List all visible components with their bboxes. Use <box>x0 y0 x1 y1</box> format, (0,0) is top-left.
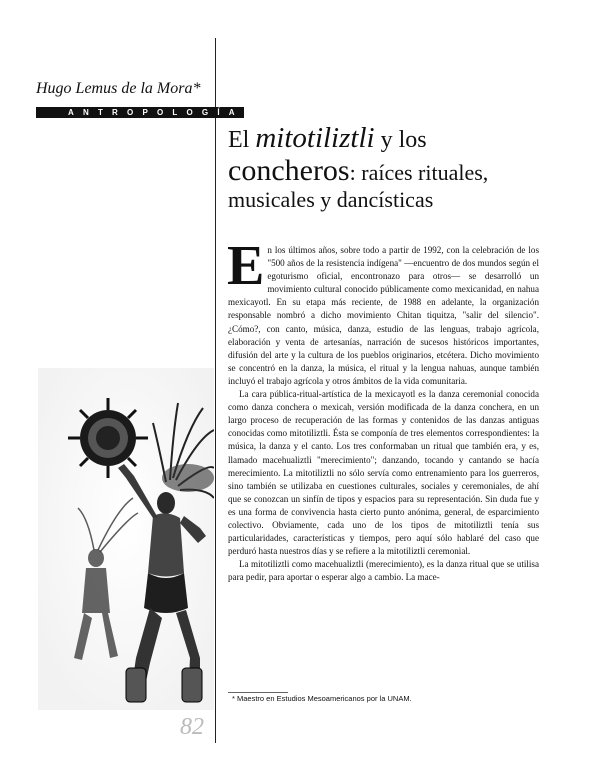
body-paragraph: La mitotiliztli como macehualiztli (merecimiento), es la danza ritual que se utilisa para pedir, para aportar o esperar algo a cambio. La mace- <box>228 559 539 583</box>
title-text: : raíces rituales, <box>349 160 489 186</box>
body-paragraph: La cara pública-ritual-artística de la mexicayotl es la danza ceremonial conocida como danza conchera o mexicah, versión modificada de la danza conchera, en un largo proceso de recuperación de las formas y contenidos de las danzas antiguas conocidas como mitotiliztli. Ésta se componía de tres elementos correspondientes: la música, la danza y el canto. Los tres conformaban un ritual que también era, y es, llamado macehualiztli "merecimiento"; danzando, tocando y cantando se hacía merecimiento. La mitotiliztli no sólo servía como entrenamiento para los guerreros, sino también se utilizaba en cuestiones culturales, sociales y ceremoniales, de ahí que se conozcan un sinfín de tipos y espacios para su representación. Sin duda fue y es una forma de convivencia hasta cierto punto anónima, general, de esparcimiento colectivo. Obviamente, cada uno de los tipos de mitotiliztli tenía sus particularidades, características y tiempos, pero aquí sólo hablaré del caso que perduró hasta nuestros días y se refiere a la mitotiliztli ceremonial. <box>228 389 539 557</box>
footnote: * Maestro en Estudios Mesoamericanos por la UNAM. <box>232 694 412 703</box>
drop-cap: E <box>227 235 265 297</box>
page-number: 82 <box>180 714 204 740</box>
feather-shield <box>68 398 148 478</box>
paragraph-text: n los últimos años, sobre todo a partir de 1992, con la celebración de los "500 años de la resistencia indígena" —encuentro de dos mundos según el egoturismo oficial, encontronazo para otros— se desarrolló un movimiento cultural conocido públicamente como mexicanidad, en nahua mexicayotl. En su etapa más reciente, de 1988 en adelante, la organización responsable nombró a dicho movimiento Chitan tiquitza, "salir del silencio". ¿Cómo?, con canto, música, danza, estudio de las lenguas, trabajo agrícola, elaboración y venta de artesanías, narración de sucesos históricos importantes, difusión del arte y la cultura de los pueblos originarios, etcétera. Dicho movimiento se concentró en la danza, la música, el ritual y la lengua nahuas, aunque también incluyó el trabajo agrícola y otros ámbitos de la vida comunitaria. <box>228 245 539 386</box>
dancer-photo <box>38 368 214 710</box>
footnote-rule <box>228 692 288 693</box>
title-text: El <box>228 127 256 153</box>
author-name: Hugo Lemus de la Mora* <box>36 80 201 97</box>
title-line-1 <box>228 122 578 154</box>
section-label: ANTROPOLOGÍA <box>36 107 244 118</box>
column-divider-rule <box>215 38 216 743</box>
article-title <box>228 122 578 213</box>
title-large-word: concheros <box>228 154 350 188</box>
body-paragraph <box>227 235 539 388</box>
article-body <box>227 235 539 584</box>
title-italic-word: mitotiliztli <box>255 122 375 154</box>
title-line-3: musicales y dancísticas <box>228 187 434 213</box>
title-line-2 <box>228 154 578 188</box>
title-text: y los <box>374 127 427 153</box>
